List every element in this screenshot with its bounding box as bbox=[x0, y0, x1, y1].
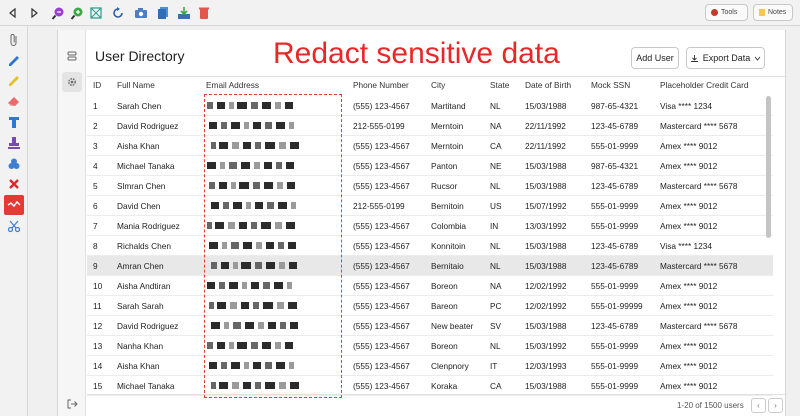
prev-page-button[interactable] bbox=[751, 398, 766, 413]
cell-dob: 12/02/1992 bbox=[525, 301, 567, 311]
cell-credit-card: Amex **** 9012 bbox=[660, 341, 718, 351]
cell-phone: (555) 123-4567 bbox=[353, 381, 410, 391]
tools-label: Tools bbox=[721, 9, 738, 16]
cell-ssn: 555-01-9999 bbox=[591, 361, 639, 371]
table-row[interactable] bbox=[87, 336, 773, 356]
cell-full-name: Sarah Chen bbox=[117, 101, 162, 111]
cell-city: Boreon bbox=[431, 281, 458, 291]
cell-phone: (555) 123-4567 bbox=[353, 341, 410, 351]
highlighter-icon[interactable] bbox=[4, 71, 24, 91]
cell-phone: (555) 123-4567 bbox=[353, 301, 410, 311]
cell-ssn: 123-45-6789 bbox=[591, 321, 639, 331]
cell-dob: 15/07/1992 bbox=[525, 201, 567, 211]
rotate-icon[interactable] bbox=[108, 3, 128, 23]
cell-phone: (555) 123-4567 bbox=[353, 281, 410, 291]
cell-phone: 212-555-0199 bbox=[353, 201, 405, 211]
redact-annotation-text: Redact sensitive data bbox=[273, 37, 560, 70]
scissors-icon[interactable] bbox=[4, 216, 24, 236]
cell-credit-card: Amex **** 9012 bbox=[660, 361, 718, 371]
cell-city: Panton bbox=[431, 161, 458, 171]
cell-full-name: Aisha Khan bbox=[117, 141, 160, 151]
header-divider bbox=[87, 76, 787, 77]
export-icon bbox=[690, 54, 699, 63]
cell-phone: (555) 123-4567 bbox=[353, 221, 410, 231]
cell-full-name: Mania Rodriguez bbox=[117, 221, 180, 231]
cell-state: US bbox=[490, 201, 502, 211]
cell-credit-card: Mastercard **** 5678 bbox=[660, 181, 738, 191]
cell-city: Koraka bbox=[431, 381, 458, 391]
cell-id: 7 bbox=[93, 221, 98, 231]
cell-phone: 212-555-0199 bbox=[353, 121, 405, 131]
cell-ssn: 555-01-9999 bbox=[591, 281, 639, 291]
cell-city: Martitand bbox=[431, 101, 466, 111]
next-page-button[interactable] bbox=[768, 398, 783, 413]
cell-phone: (555) 123-4567 bbox=[353, 161, 410, 171]
cell-full-name: Michael Tanaka bbox=[117, 381, 175, 391]
col-header-id[interactable]: ID bbox=[93, 80, 102, 90]
stamp-icon[interactable] bbox=[4, 133, 24, 153]
back-icon[interactable] bbox=[3, 3, 23, 23]
cell-state: NL bbox=[490, 101, 501, 111]
cell-credit-card: Amex **** 9012 bbox=[660, 381, 718, 391]
cell-id: 8 bbox=[93, 241, 98, 251]
table-row[interactable] bbox=[87, 156, 773, 176]
table-row[interactable] bbox=[87, 256, 773, 276]
table-row[interactable] bbox=[87, 316, 773, 336]
table-row[interactable] bbox=[87, 356, 773, 376]
footer-divider bbox=[87, 394, 787, 395]
cell-id: 4 bbox=[93, 161, 98, 171]
cell-ssn: 123-45-6789 bbox=[591, 121, 639, 131]
cell-dob: 22/11/1992 bbox=[525, 141, 566, 151]
cell-state: IN bbox=[490, 221, 499, 231]
cell-phone: (555) 123-4567 bbox=[353, 101, 410, 111]
redact-tool-icon[interactable] bbox=[4, 195, 24, 215]
notes-button[interactable] bbox=[753, 4, 793, 21]
cell-credit-card: Mastercard **** 5678 bbox=[660, 321, 738, 331]
cell-city: Rucsor bbox=[431, 181, 458, 191]
cell-id: 3 bbox=[93, 141, 98, 151]
table-row[interactable] bbox=[87, 276, 773, 296]
cell-full-name: Aisha Khan bbox=[117, 361, 160, 371]
cell-phone: (555) 123-4567 bbox=[353, 261, 410, 271]
cell-state: NL bbox=[490, 241, 501, 251]
cell-credit-card: Amex **** 9012 bbox=[660, 221, 718, 231]
table-row[interactable] bbox=[87, 296, 773, 316]
cell-state: NE bbox=[490, 161, 502, 171]
col-header-credit-card[interactable]: Placeholder Credit Card bbox=[660, 80, 749, 90]
cell-credit-card: Amex **** 9012 bbox=[660, 201, 718, 211]
cell-dob: 22/11/1992 bbox=[525, 121, 566, 131]
zoom-out-icon[interactable] bbox=[48, 3, 68, 23]
col-header-full-name[interactable]: Full Name bbox=[117, 80, 155, 90]
cell-full-name: Richalds Chen bbox=[117, 241, 171, 251]
cell-state: PC bbox=[490, 301, 502, 311]
cell-dob: 12/02/1992 bbox=[525, 281, 567, 291]
cell-credit-card: Amex **** 9012 bbox=[660, 301, 718, 311]
add-user-button[interactable]: Add User bbox=[631, 47, 679, 69]
cell-phone: (555) 123-4567 bbox=[353, 361, 410, 371]
cell-state: NL bbox=[490, 341, 501, 351]
table-row[interactable] bbox=[87, 136, 773, 156]
cell-credit-card: Amex **** 9012 bbox=[660, 281, 718, 291]
cell-city: New beater bbox=[431, 321, 474, 331]
cell-credit-card: Amex **** 9012 bbox=[660, 141, 718, 151]
cell-id: 12 bbox=[93, 321, 103, 331]
cell-credit-card: Mastercard **** 5678 bbox=[660, 261, 738, 271]
text-tool-icon[interactable] bbox=[4, 112, 24, 132]
cell-dob: 15/03/1988 bbox=[525, 241, 567, 251]
cell-dob: 15/03/1992 bbox=[525, 341, 567, 351]
col-header-city[interactable]: City bbox=[431, 80, 446, 90]
redaction-selection-box[interactable] bbox=[204, 94, 342, 398]
shapes-icon[interactable] bbox=[4, 154, 24, 174]
cell-city: Bernitaio bbox=[431, 261, 464, 271]
cell-full-name: David Chen bbox=[117, 201, 161, 211]
cell-city: Clenpnory bbox=[431, 361, 469, 371]
app-side-nav bbox=[58, 30, 86, 416]
table-row[interactable] bbox=[87, 216, 773, 236]
col-header-state[interactable]: State bbox=[490, 80, 510, 90]
logout-icon[interactable] bbox=[62, 394, 82, 414]
cell-credit-card: Amex **** 9012 bbox=[660, 161, 718, 171]
cell-dob: 12/03/1993 bbox=[525, 361, 567, 371]
forward-icon[interactable] bbox=[24, 3, 44, 23]
cell-phone: (555) 123-4567 bbox=[353, 321, 410, 331]
cell-full-name: David Rodriguez bbox=[117, 121, 179, 131]
cell-ssn: 555-01-9999 bbox=[591, 381, 639, 391]
cell-ssn: 987-65-4321 bbox=[591, 161, 639, 171]
cell-full-name: Sarah Sarah bbox=[117, 301, 164, 311]
save-icon[interactable] bbox=[174, 3, 194, 23]
user-directory-window bbox=[57, 30, 786, 416]
cell-state: IT bbox=[490, 361, 498, 371]
notes-label: Notes bbox=[768, 9, 787, 16]
cell-city: Bernitoin bbox=[431, 201, 464, 211]
cell-id: 2 bbox=[93, 121, 98, 131]
cell-ssn: 555-01-9999 bbox=[591, 201, 639, 211]
cell-full-name: David Rodriguez bbox=[117, 321, 179, 331]
eraser-icon[interactable] bbox=[4, 91, 24, 111]
cell-state: CA bbox=[490, 141, 502, 151]
cell-city: Konnitoin bbox=[431, 241, 466, 251]
database-icon[interactable] bbox=[62, 46, 82, 66]
attach-icon[interactable] bbox=[4, 30, 24, 50]
annotation-tool-rail bbox=[0, 26, 28, 416]
cell-full-name: Nanha Khan bbox=[117, 341, 164, 351]
pen-icon[interactable] bbox=[4, 51, 24, 71]
cell-city: Boreon bbox=[431, 341, 458, 351]
cell-ssn: 555-01-9999 bbox=[591, 341, 639, 351]
cell-full-name: Aisha Andtiran bbox=[117, 281, 171, 291]
col-header-ssn[interactable]: Mock SSN bbox=[591, 80, 631, 90]
cell-id: 10 bbox=[93, 281, 103, 291]
cell-dob: 13/03/1992 bbox=[525, 221, 567, 231]
cell-state: SV bbox=[490, 321, 502, 331]
cell-id: 5 bbox=[93, 181, 98, 191]
cell-state: NL bbox=[490, 261, 501, 271]
cell-phone: (555) 123-4567 bbox=[353, 181, 410, 191]
copy-icon[interactable] bbox=[153, 3, 173, 23]
cell-state: NA bbox=[490, 121, 502, 131]
col-header-phone[interactable]: Phone Number bbox=[353, 80, 409, 90]
chevron-left-icon: ‹ bbox=[757, 401, 760, 410]
cell-state: NA bbox=[490, 281, 502, 291]
cell-ssn: 123-45-6789 bbox=[591, 241, 639, 251]
cell-dob: 15/03/1988 bbox=[525, 181, 567, 191]
col-header-email[interactable]: Email Address bbox=[206, 80, 260, 90]
cell-ssn: 123-45-6789 bbox=[591, 261, 639, 271]
cell-ssn: 555-01-9999 bbox=[591, 221, 639, 231]
cell-ssn: 555-01-9999 bbox=[591, 141, 639, 151]
close-x-icon[interactable] bbox=[4, 174, 24, 194]
table-row[interactable] bbox=[87, 376, 773, 396]
cell-state: CA bbox=[490, 381, 502, 391]
chevron-down-icon bbox=[754, 56, 761, 61]
cell-dob: 15/03/1988 bbox=[525, 321, 567, 331]
cell-city: Bareon bbox=[431, 301, 458, 311]
settings-gear-icon[interactable] bbox=[62, 72, 82, 92]
page-title: User Directory bbox=[95, 48, 185, 64]
delete-icon[interactable] bbox=[194, 3, 214, 23]
cell-dob: 15/03/1988 bbox=[525, 161, 567, 171]
cell-id: 9 bbox=[93, 261, 98, 271]
table-row[interactable] bbox=[87, 96, 773, 116]
cell-dob: 15/03/1988 bbox=[525, 101, 567, 111]
table-row[interactable] bbox=[87, 196, 773, 216]
camera-icon[interactable] bbox=[131, 3, 151, 23]
fit-screen-icon[interactable] bbox=[86, 3, 106, 23]
cell-id: 13 bbox=[93, 341, 103, 351]
top-toolbar bbox=[0, 0, 800, 26]
notes-icon bbox=[759, 9, 765, 16]
tools-button[interactable] bbox=[705, 4, 748, 21]
cell-ssn: 555-01-99999 bbox=[591, 301, 643, 311]
export-data-button[interactable] bbox=[686, 47, 765, 69]
table-row[interactable] bbox=[87, 236, 773, 256]
cell-city: Merntoin bbox=[431, 141, 464, 151]
cell-ssn: 123-45-6789 bbox=[591, 181, 639, 191]
cell-id: 11 bbox=[93, 301, 102, 311]
table-row[interactable] bbox=[87, 116, 773, 136]
cell-dob: 15/03/1988 bbox=[525, 381, 567, 391]
cell-city: Merntoin bbox=[431, 121, 464, 131]
cell-phone: (555) 123-4567 bbox=[353, 141, 410, 151]
cell-ssn: 987-65-4321 bbox=[591, 101, 639, 111]
cell-id: 15 bbox=[93, 381, 103, 391]
cell-state: NL bbox=[490, 181, 501, 191]
cell-dob: 15/03/1988 bbox=[525, 261, 567, 271]
pagination-summary: 1-20 of 1500 users bbox=[677, 401, 744, 410]
cell-id: 14 bbox=[93, 361, 103, 371]
zoom-in-icon[interactable] bbox=[67, 3, 87, 23]
tools-icon bbox=[711, 9, 718, 16]
cell-city: Colombia bbox=[431, 221, 467, 231]
cell-credit-card: Visa **** 1234 bbox=[660, 241, 712, 251]
cell-full-name: Amran Chen bbox=[117, 261, 164, 271]
cell-id: 6 bbox=[93, 201, 98, 211]
cell-phone: (555) 123-4567 bbox=[353, 241, 410, 251]
export-data-label: Export Data bbox=[702, 53, 751, 63]
cell-full-name: Slmran Chen bbox=[117, 181, 166, 191]
table-scrollbar[interactable] bbox=[766, 96, 771, 238]
chevron-right-icon: › bbox=[774, 401, 777, 410]
col-header-dob[interactable]: Date of Birth bbox=[525, 80, 572, 90]
table-row[interactable] bbox=[87, 176, 773, 196]
cell-id: 1 bbox=[93, 101, 98, 111]
cell-credit-card: Mastercard **** 5678 bbox=[660, 121, 738, 131]
cell-full-name: Michael Tanaka bbox=[117, 161, 175, 171]
cell-credit-card: Visa **** 1234 bbox=[660, 101, 712, 111]
